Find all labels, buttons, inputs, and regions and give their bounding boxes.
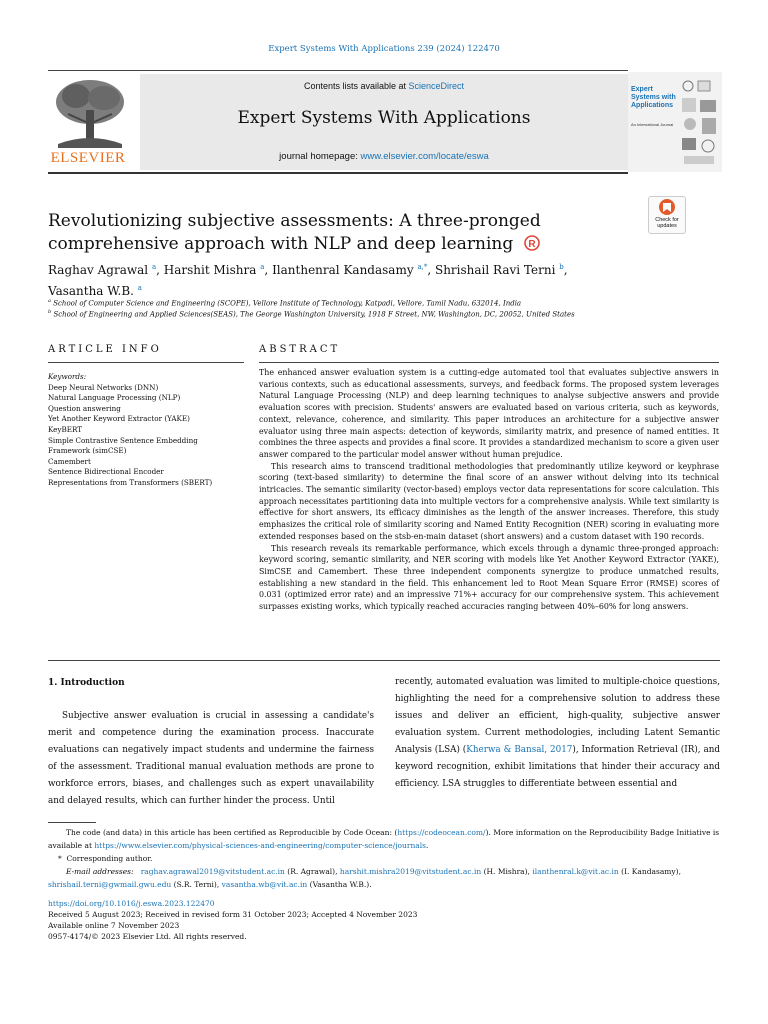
- cover-subtitle: An International Journal: [631, 122, 674, 127]
- email-link[interactable]: vasantha.wb@vit.ac.in: [221, 880, 308, 889]
- journal-homepage: [140, 151, 628, 162]
- affil-mark: b: [48, 309, 52, 315]
- cover-graphic-icon: [680, 76, 720, 168]
- keyword: Sentence Bidirectional Encoder: [48, 467, 164, 477]
- email-owner: (R. Agrawal),: [287, 867, 338, 876]
- asterisk-mark: *: [58, 854, 62, 863]
- code-note-text: The code (and data) in this article has been certified as Reproducible by Code Ocean: (: [66, 828, 398, 837]
- email-footnote: [48, 865, 720, 891]
- elsevier-tree-logo: [48, 74, 132, 150]
- keyword: Deep Neural Networks (DNN): [48, 382, 159, 392]
- elsevier-journals-link[interactable]: https://www.elsevier.com/physical-sciences-and-engineering/computer-science/journals: [94, 841, 427, 850]
- abstract-heading: ABSTRACT: [259, 344, 341, 355]
- author-list: Raghav Agrawal $^a$, Harshit Mishra $^a$, Ilanthenral Kandasamy $^{a,*}$, Shrishail Ravi Terni $^b$, Vasantha W.B. $^a$: [48, 263, 568, 298]
- sciencedirect-link[interactable]: ScienceDirect: [408, 81, 465, 91]
- email-link[interactable]: raghav.agrawal2019@vitstudent.ac.in: [140, 867, 285, 876]
- email-owner: (H. Mishra),: [483, 867, 530, 876]
- abstract-body: [259, 367, 719, 613]
- keyword: Simple Contrastive Sentence Embedding: [48, 435, 198, 445]
- affil-mark: a: [48, 298, 51, 304]
- received-dates: Received 5 August 2023; Received in revised form 31 October 2023; Accepted 4 November 2023: [48, 910, 418, 919]
- author-name[interactable]: Raghav Agrawal: [48, 263, 149, 277]
- available-online: Available online 7 November 2023: [48, 921, 180, 930]
- email-link[interactable]: harshit.mishra2019@vitstudent.ac.in: [339, 867, 482, 876]
- author-affil-mark[interactable]: a: [137, 284, 142, 292]
- corresponding-footnote: [58, 852, 730, 865]
- abstract-rule: [259, 362, 719, 363]
- reproducible-badge-icon[interactable]: [523, 235, 541, 251]
- email-link[interactable]: ilanthenral.k@vit.ac.in: [532, 867, 619, 876]
- article-title-text: Revolutionizing subjective assessments: A three-pronged comprehensive approach with NLP and deep learning: [48, 211, 541, 254]
- homepage-link[interactable]: www.elsevier.com/locate/eswa: [360, 151, 489, 162]
- journal-reference[interactable]: Expert Systems With Applications 239 (2024) 122470: [268, 44, 500, 54]
- affiliation-b: [48, 309, 728, 318]
- intro-right-text-end: ), Information Retrieval (IR), and keyword recognition, exhibit limitations that hinder their accuracy and efficiency. LSA struggles to differentiate between essential and: [395, 745, 721, 789]
- citation-link[interactable]: Kherwa & Bansal, 2017: [466, 745, 573, 755]
- publisher-wordmark: ELSEVIER: [50, 150, 126, 166]
- contents-prefix: Contents lists available at: [303, 81, 409, 91]
- bookmark-icon: [649, 197, 685, 217]
- email-owner: (I. Kandasamy),: [621, 867, 681, 876]
- author-name[interactable]: Vasantha W.B.: [48, 284, 134, 298]
- keywords-label: Keywords:: [48, 372, 87, 381]
- homepage-prefix: journal homepage:: [279, 151, 361, 162]
- copyright: 0957-4174/© 2023 Elsevier Ltd. All rights reserved.: [48, 932, 247, 941]
- email-owner: (S.R. Terni),: [173, 880, 220, 889]
- footnote-rule: [48, 822, 96, 823]
- author-name[interactable]: Shrishail Ravi Terni: [434, 263, 556, 277]
- code-footnote: [48, 826, 720, 852]
- info-rule: [48, 362, 244, 363]
- article-title: [48, 210, 608, 256]
- keyword: Question answering: [48, 403, 121, 413]
- publication-info: [48, 898, 648, 942]
- check-for-updates-badge[interactable]: [648, 196, 686, 234]
- abstract-paragraph: This research reveals its remarkable performance, which excels through a dynamic three-pronged approach: keyword scoring, semantic similarity, and NER scoring with models like Yet Another Keyword Extractor (YAKE), SimCSE and Camembert. These three independent components synergize to produce unmatched results, establishing a new standard in the field. This enhancement led to Root Mean Square Error (RMSE) scores of 0.031 (optimized error rate) and an impressive 71%+ accuracy for our comprehensive system. This achievement surpasses existing works, which typically reached accuracies ranging between 40%–60% for long answers.: [259, 543, 719, 612]
- header-bottom-rule: [48, 172, 628, 174]
- email-link[interactable]: shrishail.terni@gwmail.gwu.edu: [48, 880, 172, 889]
- keywords-block: [48, 372, 248, 489]
- email-label: E-mail addresses:: [66, 867, 134, 876]
- author-affil-mark[interactable]: a: [151, 263, 157, 271]
- affil-text: School of Engineering and Applied Sciences(SEAS), The George Washington University, 1918 F Street, NW, Washington, DC, 20052, United States: [53, 310, 575, 319]
- code-note-end: .: [426, 841, 429, 850]
- keyword: KeyBERT: [48, 424, 83, 434]
- affil-text: School of Computer Science and Engineering (SCOPE), Vellore Institute of Technology, Katpadi, Vellore, Tamil Nadu, 632014, India: [53, 299, 522, 308]
- intro-right-paragraph: [395, 674, 720, 793]
- author-name[interactable]: Ilanthenral Kandasamy: [272, 263, 414, 277]
- author-affil-mark[interactable]: a: [260, 263, 265, 271]
- keyword: Camembert: [48, 456, 91, 466]
- intro-heading: 1. Introduction: [48, 678, 125, 688]
- author-affil-mark[interactable]: b: [559, 263, 564, 271]
- cover-title: Expert Systems with Applications: [631, 86, 676, 109]
- keyword: Yet Another Keyword Extractor (YAKE): [48, 414, 190, 424]
- author-affil-mark[interactable]: a,*: [417, 263, 428, 271]
- journal-title: Expert Systems With Applications: [237, 108, 531, 128]
- abstract-paragraph: The enhanced answer evaluation system is a cutting-edge automated tool that evaluates subjective answers in various contexts, such as educational assessments, surveys, and feedback forms. The proposed system leverages Natural Language Processing (NLP) and deep learning techniques to analyse subjective answers and provide evaluation scores with precision. Students' answers are evaluated based on various criteria, such as keywords, context, relevance, coherence, and similarity. This paper introduces an architecture for a subjective answer evaluator using three main aspects: detection of keywords, similarity matrix, and presence of named entities. It combines the three aspects and provides a final score. It provides a standardized mechanism to score a given user answer compared to the particular model answer without human prejudice.: [259, 368, 719, 459]
- abstract-paragraph: This research aims to transcend traditional methodologies that predominantly utilize keyword or keyphrase scoring (text-based similarity) to determine the final score of an answer without delving into its technical intricacies. The semantic similarity (vector-based) employs vector data representations for score calculation. This approach necessitates partitioning data into multiple vectors for a comprehensive analysis. While text similarity is effective for short answers, its efficacy diminishes as the length of the answer increases. Therefore, this study emphasizes the critical role of similarity scoring and Named Entity Recognition (NER) scoring in evaluating more extended responses based on the stsb-en-main dataset (short answers) and a custom dataset with 190 records.: [259, 461, 719, 541]
- corresponding-text: Corresponding author.: [66, 854, 153, 863]
- doi-link[interactable]: https://doi.org/10.1016/j.eswa.2023.122470: [48, 899, 215, 908]
- intro-left-paragraph: Subjective answer evaluation is crucial in assessing a candidate's merit and competence during the examination process. Inaccurate evaluations can negatively impact students and undermine the fairness of the assessment. Traditional manual evaluation methods are prone to workforce errors, biases, and challenges such as expert unavailability and delayed results, which can further hinder the process. Until: [48, 711, 374, 806]
- codeocean-link[interactable]: https://codeocean.com/: [397, 828, 486, 837]
- affiliation-a: [48, 298, 728, 307]
- email-owner: (Vasantha W.B.).: [309, 880, 372, 889]
- keyword: Representations from Transformers (SBERT): [48, 477, 213, 487]
- header-top-rule: [48, 70, 628, 71]
- svg-text:R: R: [528, 239, 536, 250]
- code-note-mid: ). More information on the Reproducibility Badge Initiative is available at: [48, 828, 720, 850]
- article-info-heading: ARTICLE INFO: [48, 344, 162, 355]
- author-name[interactable]: Harshit Mishra: [163, 263, 257, 277]
- check-updates-label: Check for updates: [655, 217, 679, 229]
- intro-right-text: recently, automated evaluation was limited to multiple-choice questions, highlighting the need for a comprehensive solution to address these issues and deliver an efficient, high-quality, subjective answer evaluation system. Current methodologies, including Latent Semantic Analysis (LSA) (: [395, 677, 720, 755]
- keyword: Natural Language Processing (NLP): [48, 393, 181, 403]
- keyword: Framework (simCSE): [48, 446, 127, 456]
- contents-line: [140, 81, 628, 91]
- abstract-bottom-rule: [48, 660, 720, 661]
